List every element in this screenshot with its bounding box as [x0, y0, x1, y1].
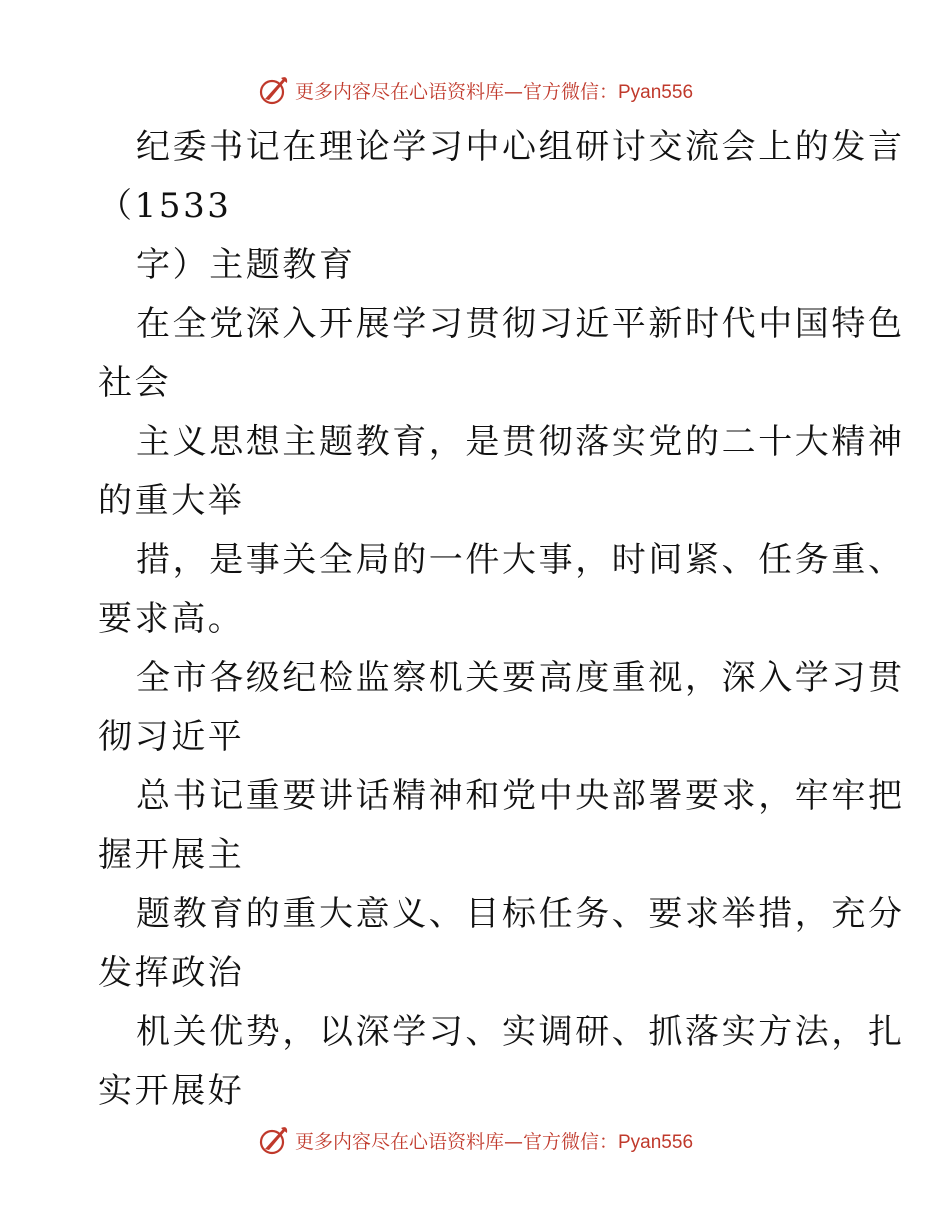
- text-line: 全市各级纪检监察机关要高度重视，深入学习贯: [136, 658, 905, 698]
- quill-logo-icon: [257, 1123, 291, 1157]
- document-body: [98, 118, 905, 1121]
- text-line: （1533: [98, 186, 232, 226]
- header-banner: [0, 70, 950, 110]
- quill-logo-icon: [257, 73, 291, 107]
- banner-wechat-label: 官方微信：: [522, 1130, 618, 1153]
- banner-wechat-id: Pyan556: [618, 1131, 694, 1153]
- text-line: 社会: [98, 363, 172, 403]
- text-line: 实开展好: [98, 1071, 245, 1111]
- text-line: 措，是事关全局的一件大事，时间紧、任务重、: [136, 540, 905, 580]
- text-line: 总书记重要讲话精神和党中央部署要求，牢牢把: [136, 776, 905, 816]
- text-line: 字）主题教育: [136, 245, 356, 285]
- banner-text: [295, 77, 693, 104]
- banner-wechat-label: 官方微信：: [522, 80, 618, 103]
- text-line: 发挥政治: [98, 953, 245, 993]
- text-line: 要求高。: [98, 599, 245, 639]
- text-line: 在全党深入开展学习贯彻习近平新时代中国特色: [136, 304, 905, 344]
- text-line: 纪委书记在理论学习中心组研讨交流会上的发言: [136, 127, 905, 167]
- banner-text: [295, 1127, 693, 1154]
- footer-banner: [0, 1120, 950, 1160]
- text-line: 的重大举: [98, 481, 245, 521]
- text-line: 握开展主: [98, 835, 245, 875]
- banner-separator: —: [503, 80, 523, 103]
- banner-wechat-id: Pyan556: [618, 81, 694, 103]
- text-line: 机关优势，以深学习、实调研、抓落实方法，扎: [136, 1012, 905, 1052]
- text-line: 彻习近平: [98, 717, 245, 757]
- banner-brand: 更多内容尽在心语资料库: [294, 1130, 504, 1153]
- banner-separator: —: [503, 1130, 523, 1153]
- text-line: 题教育的重大意义、目标任务、要求举措，充分: [136, 894, 905, 934]
- banner-brand: 更多内容尽在心语资料库: [294, 80, 504, 103]
- text-line: 主义思想主题教育，是贯彻落实党的二十大精神: [136, 422, 905, 462]
